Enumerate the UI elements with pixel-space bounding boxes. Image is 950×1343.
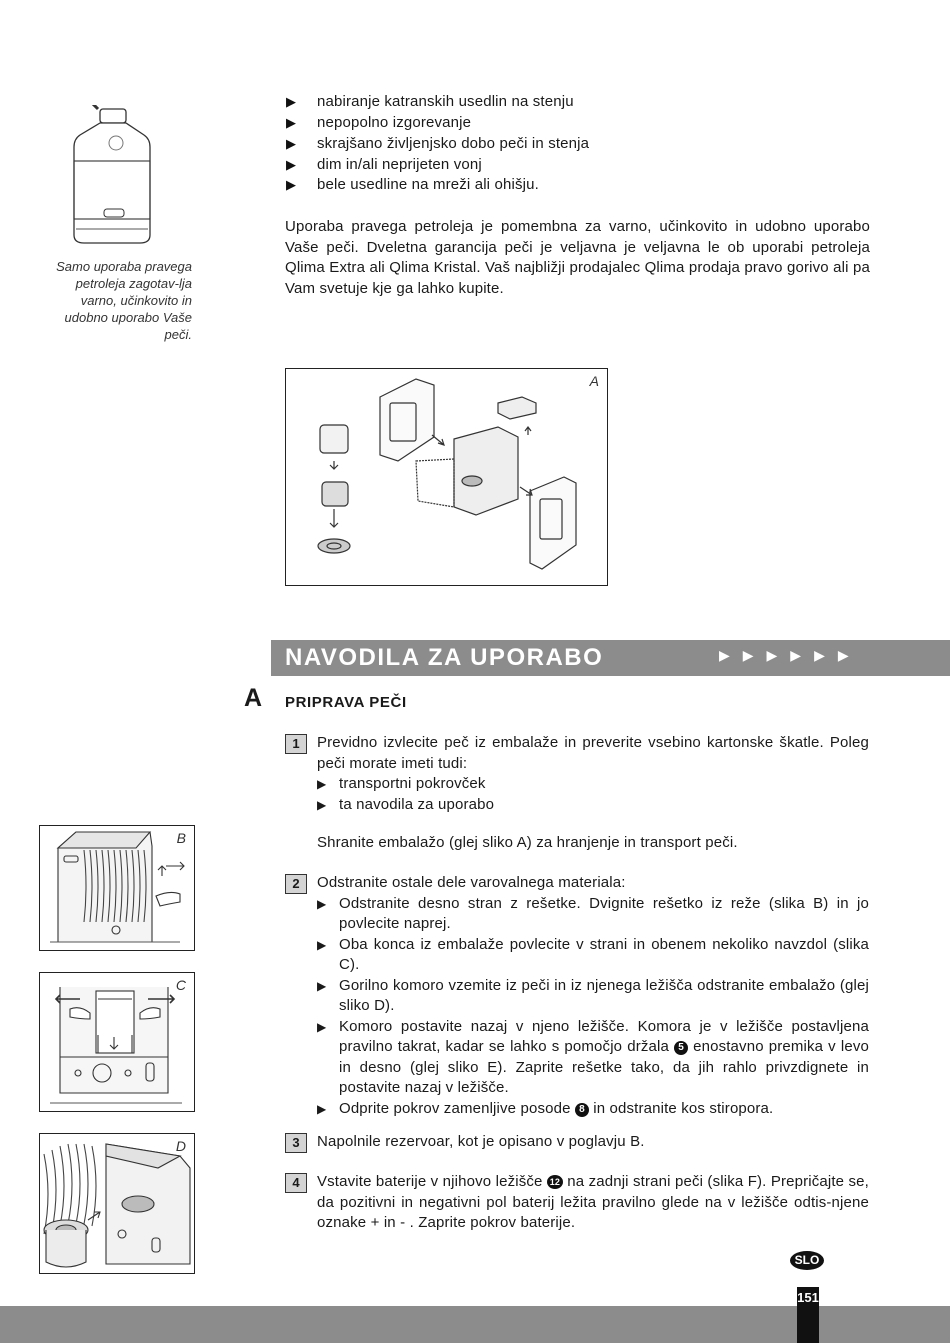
bullet-arrow-icon: ▶ bbox=[286, 135, 297, 151]
packaging-removal-drawing bbox=[40, 973, 193, 1110]
packaging-exploded-drawing bbox=[286, 369, 606, 584]
bullet-arrow-icon: ▶ bbox=[317, 896, 327, 911]
step-number: 3 bbox=[285, 1133, 307, 1153]
figure-c-label: C bbox=[175, 977, 186, 993]
step-number: 4 bbox=[285, 1173, 307, 1193]
list-item: ▶ skrajšano življenjsko dobo peči in stenja bbox=[286, 134, 886, 155]
bullet-arrow-icon: ▶ bbox=[286, 114, 297, 130]
list-item: ▶ Gorilno komoro vzemite iz peči in iz njenega ležišča odstranite embalažo (glej sliko D). bbox=[317, 976, 869, 1017]
part-number-marker: 5 bbox=[674, 1041, 688, 1055]
figure-a bbox=[285, 368, 608, 586]
banner-arrow-icons: ▶▶▶▶▶▶ bbox=[719, 647, 862, 663]
list-item: ▶ dim in/ali neprijeten vonj bbox=[286, 154, 886, 175]
bullet-arrow-icon: ▶ bbox=[317, 1019, 327, 1034]
step-4-text: Vstavite baterije v njihovo ležišče 12 na zadnji strani peči (slika F). Prepričajte se, da pozitivni in negativni pol baterij ležita pravilno glede na v ležišče odtis-njene oznake + in - . Zaprite pokrov baterije. bbox=[317, 1173, 869, 1231]
bullet-arrow-icon: ▶ bbox=[286, 177, 297, 193]
step-1-note: Shranite embalažo (glej sliko A) za hranjenje in transport peči. bbox=[317, 834, 738, 851]
bullet-arrow-icon: ▶ bbox=[317, 978, 327, 993]
section-banner bbox=[271, 640, 950, 676]
intro-paragraph: Uporaba pravega petroleja je pomembna za varno, učinkovito in udobno uporabo Vaše peči. Dveletna garancija peči je veljavna je veljavna le ob uporabi petroleja Qlima Extra ali Qlima Kristal. Vaš najbližji prodajalec Qlima prodaja pravo gorivo ali pa Vam svetuje kje ga lahko kupite. bbox=[285, 218, 870, 297]
bullet-arrow-icon: ▶ bbox=[286, 94, 297, 110]
figure-d bbox=[39, 1133, 195, 1274]
page-number: 151 bbox=[797, 1287, 819, 1343]
list-item: ▶ Oba konca iz embalaže povlecite v strani in obenem nekoliko navzdol (slika C). bbox=[317, 935, 869, 976]
language-badge: SLO bbox=[790, 1251, 824, 1270]
list-item: ▶ nabiranje katranskih usedlin na stenju bbox=[286, 92, 886, 113]
figure-c bbox=[39, 972, 195, 1112]
heater-grille-drawing bbox=[40, 826, 193, 949]
bullet-arrow-icon: ▶ bbox=[317, 937, 327, 952]
list-item: ▶ nepopolno izgorevanje bbox=[286, 113, 886, 134]
jerrycan-illustration bbox=[70, 105, 154, 247]
list-item: ▶ Odstranite desno stran z rešetke. Dvignite rešetko iz reže (slika B) in jo povlecite naprej. bbox=[317, 894, 869, 935]
bullet-arrow-icon: ▶ bbox=[317, 1101, 327, 1116]
bullet-arrow-icon: ▶ bbox=[286, 156, 297, 172]
list-item: ▶ Odprite pokrov zamenljive posode 8 in odstranite kos stiropora. bbox=[317, 1099, 869, 1120]
step-number: 1 bbox=[285, 734, 307, 754]
burner-chamber-drawing bbox=[40, 1134, 193, 1272]
section-title: PRIPRAVA PEČI bbox=[285, 694, 407, 711]
step-1-text: Previdno izvlecite peč iz embalaže in preverite vsebino kartonske škatle. Poleg peči morate imeti tudi: ▶ transportni pokrovček ▶ ta navodila za uporabo bbox=[317, 733, 869, 815]
part-number-marker: 8 bbox=[575, 1103, 589, 1117]
jerrycan-caption: Samo uporaba pravega petroleja zagotav-lja varno, učinkovito in udobno uporabo Vaše peči. bbox=[56, 259, 192, 342]
bullet-arrow-icon: ▶ bbox=[317, 777, 327, 791]
list-item: ▶ ta navodila za uporabo bbox=[317, 795, 869, 816]
bullet-arrow-icon: ▶ bbox=[317, 797, 327, 812]
step-3-text: Napolnile rezervoar, kot je opisano v poglavju B. bbox=[317, 1133, 645, 1150]
figure-b-label: B bbox=[176, 830, 186, 846]
figure-d-label: D bbox=[175, 1138, 186, 1154]
section-letter: A bbox=[244, 684, 263, 712]
figure-a-label: A bbox=[589, 373, 599, 389]
step-2-text: Odstranite ostale dele varovalnega materiala: ▶ Odstranite desno stran z rešetke. Dvignite rešetko iz reže (slika B) in jo povlecite naprej. ▶ Oba konca iz embalaže povlecite v strani in obenem nekoliko navzdol (slika C). ▶ Gorilno komoro vzemite iz peči in iz njenega ležišča odstranite embalažo (glej sliko D). ▶ Komoro postavite nazaj v njeno ležišče. Komora je v ležišče postavljena pravilno takrat, kadar se lahko s pomočjo držala 5 enostavno premika v levo in desno (glej sliko E). Zaprite rešetke tako, da jih rahlo privzdignete in postavite nazaj v ležišče. ▶ Odprite pokrov zamenljive posode 8 in odstranite kos stiropora. bbox=[317, 873, 869, 1119]
banner-title: NAVODILA ZA UPORABO bbox=[285, 644, 604, 671]
list-item: ▶ Komoro postavite nazaj v njeno ležišče. Komora je v ležišče postavljena pravilno takrat, kadar se lahko s pomočjo držala 5 enostavno premika v levo in desno (glej sliko E). Zaprite rešetke tako, da jih rahlo privzdignete in postavite nazaj v ležišče. bbox=[317, 1017, 869, 1099]
step-number: 2 bbox=[285, 874, 307, 894]
list-item: ▶ transportni pokrovček bbox=[317, 774, 869, 795]
list-item: ▶ bele usedline na mreži ali ohišju. bbox=[286, 175, 886, 196]
part-number-marker: 12 bbox=[547, 1175, 563, 1189]
figure-b bbox=[39, 825, 195, 951]
warning-bullet-list bbox=[286, 92, 886, 196]
